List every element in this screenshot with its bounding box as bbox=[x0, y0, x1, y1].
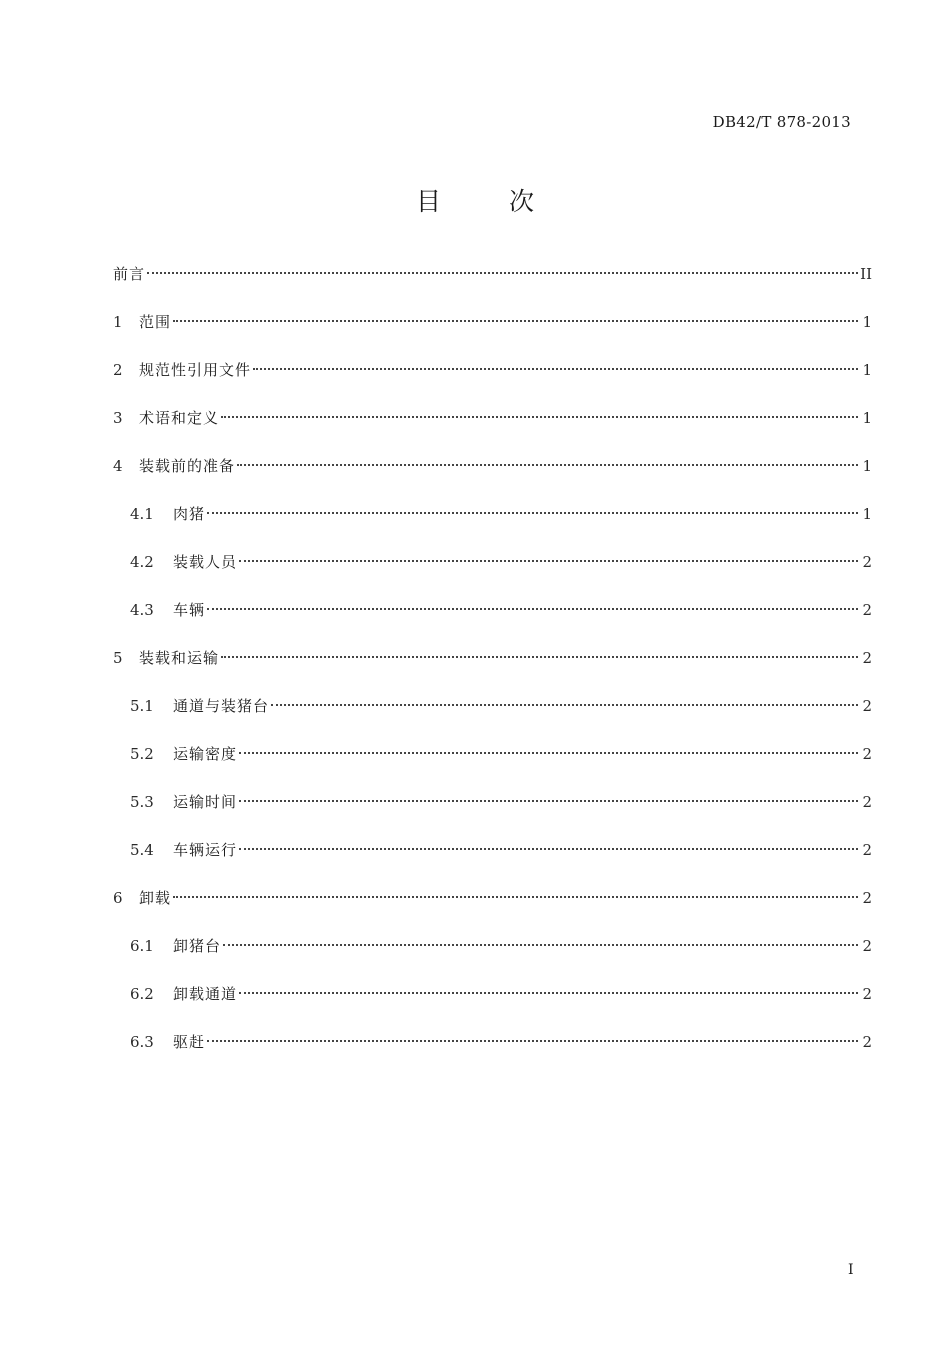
toc-entry-label: 卸载通道 bbox=[173, 985, 238, 1003]
toc-entry-page: 1 bbox=[862, 409, 872, 427]
toc-entry-4-2[interactable] bbox=[113, 550, 872, 598]
toc-entry-number: 6 bbox=[113, 889, 123, 907]
toc-entry-4[interactable] bbox=[113, 454, 872, 502]
toc-entry-6-2[interactable] bbox=[113, 982, 872, 1030]
toc-entry-5-1[interactable] bbox=[113, 694, 872, 742]
toc-entry-label: 车辆 bbox=[173, 601, 206, 619]
toc-entry-number: 6.3 bbox=[130, 1033, 154, 1051]
toc-entry-page: 1 bbox=[862, 457, 872, 475]
toc-entry-5[interactable] bbox=[113, 646, 872, 694]
toc-leader-dots bbox=[239, 560, 858, 562]
toc-leader-dots bbox=[223, 944, 858, 946]
toc-entry-label: 车辆运行 bbox=[173, 841, 238, 859]
toc-entry-5-3[interactable] bbox=[113, 790, 872, 838]
toc-leader-dots bbox=[253, 368, 858, 370]
toc-entry-label: 卸载 bbox=[139, 889, 172, 907]
toc-entry-label: 驱赶 bbox=[173, 1033, 206, 1051]
toc-entry-number: 5.4 bbox=[130, 841, 154, 859]
toc-entry-number: 6.2 bbox=[130, 985, 154, 1003]
toc-entry-number: 3 bbox=[113, 409, 123, 427]
toc-leader-dots bbox=[237, 464, 858, 466]
toc-leader-dots bbox=[239, 992, 858, 994]
toc-entry-label: 规范性引用文件 bbox=[139, 361, 252, 379]
toc-entry-label: 术语和定义 bbox=[139, 409, 220, 427]
toc-entry-5-4[interactable] bbox=[113, 838, 872, 886]
toc-entry-5-2[interactable] bbox=[113, 742, 872, 790]
toc-entry-6[interactable] bbox=[113, 886, 872, 934]
page-title: 目 次 bbox=[416, 187, 564, 216]
standard-number: DB42/T 878-2013 bbox=[712, 113, 851, 131]
toc-entry-6-1[interactable] bbox=[113, 934, 872, 982]
toc-entry-page: 2 bbox=[862, 985, 872, 1003]
toc-entry-page: II bbox=[860, 265, 872, 283]
toc-entry-label: 装载人员 bbox=[173, 553, 238, 571]
toc-entry-number: 4.3 bbox=[130, 601, 154, 619]
toc-entry-foreword[interactable] bbox=[113, 262, 872, 310]
toc-leader-dots bbox=[173, 896, 858, 898]
toc-leader-dots bbox=[239, 848, 858, 850]
toc-entry-label: 装载前的准备 bbox=[139, 457, 236, 475]
toc-entry-label: 装载和运输 bbox=[139, 649, 220, 667]
toc-entry-number: 1 bbox=[113, 313, 123, 331]
toc-entry-number: 4.1 bbox=[130, 505, 154, 523]
toc-entry-number: 6.1 bbox=[130, 937, 154, 955]
toc-entry-6-3[interactable] bbox=[113, 1030, 872, 1078]
toc-entry-number: 5.1 bbox=[130, 697, 154, 715]
toc-entry-page: 2 bbox=[862, 889, 872, 907]
toc-entry-number: 4.2 bbox=[130, 553, 154, 571]
toc-entry-page: 2 bbox=[862, 649, 872, 667]
toc-entry-page: 2 bbox=[862, 793, 872, 811]
toc-entry-2[interactable] bbox=[113, 358, 872, 406]
toc-leader-dots bbox=[207, 608, 858, 610]
toc-entry-page: 2 bbox=[862, 1033, 872, 1051]
toc-entry-page: 2 bbox=[862, 553, 872, 571]
toc-entry-4-3[interactable] bbox=[113, 598, 872, 646]
toc-leader-dots bbox=[147, 272, 858, 274]
toc-entry-3[interactable] bbox=[113, 406, 872, 454]
toc-entry-number: 2 bbox=[113, 361, 123, 379]
toc-entry-label: 通道与装猪台 bbox=[173, 697, 270, 715]
toc-entry-label: 运输时间 bbox=[173, 793, 238, 811]
toc-leader-dots bbox=[239, 800, 858, 802]
toc-entry-number: 4 bbox=[113, 457, 123, 475]
toc-entry-page: 2 bbox=[862, 697, 872, 715]
toc-entry-page: 2 bbox=[862, 745, 872, 763]
toc-entry-1[interactable] bbox=[113, 310, 872, 358]
toc-leader-dots bbox=[207, 1040, 858, 1042]
table-of-contents bbox=[113, 262, 872, 1078]
toc-entry-page: 1 bbox=[862, 313, 872, 331]
toc-leader-dots bbox=[173, 320, 858, 322]
page-number: I bbox=[848, 1262, 854, 1278]
toc-entry-page: 1 bbox=[862, 361, 872, 379]
toc-leader-dots bbox=[207, 512, 858, 514]
toc-entry-number: 5 bbox=[113, 649, 123, 667]
toc-entry-label: 运输密度 bbox=[173, 745, 238, 763]
toc-entry-number: 5.2 bbox=[130, 745, 154, 763]
toc-entry-label: 卸猪台 bbox=[173, 937, 222, 955]
toc-entry-number: 5.3 bbox=[130, 793, 154, 811]
toc-entry-page: 2 bbox=[862, 937, 872, 955]
toc-leader-dots bbox=[239, 752, 858, 754]
toc-entry-label: 肉猪 bbox=[173, 505, 206, 523]
toc-leader-dots bbox=[271, 704, 858, 706]
toc-entry-4-1[interactable] bbox=[113, 502, 872, 550]
toc-leader-dots bbox=[221, 416, 858, 418]
toc-entry-label: 前言 bbox=[113, 265, 146, 283]
toc-entry-label: 范围 bbox=[139, 313, 172, 331]
toc-entry-page: 2 bbox=[862, 841, 872, 859]
toc-leader-dots bbox=[221, 656, 858, 658]
toc-entry-page: 1 bbox=[862, 505, 872, 523]
toc-entry-page: 2 bbox=[862, 601, 872, 619]
